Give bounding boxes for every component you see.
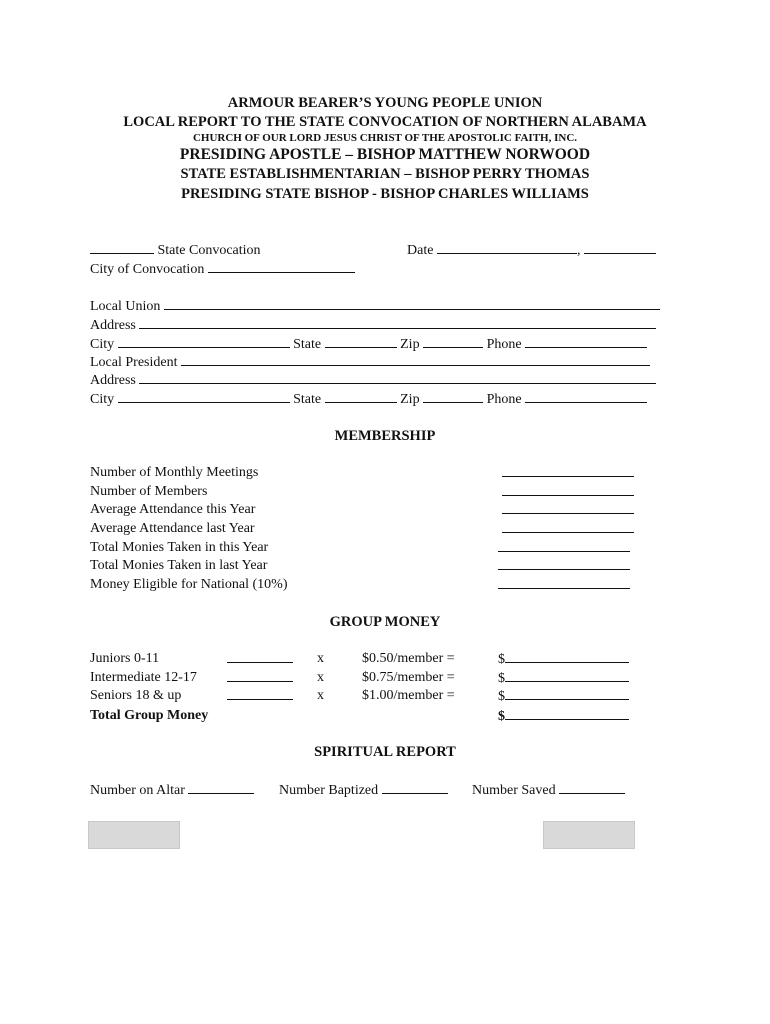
altar-row — [90, 781, 254, 800]
president-zip-label: Zip — [400, 392, 420, 407]
total-group-money-label: Total Group Money — [90, 708, 209, 723]
president-address-row — [90, 371, 656, 390]
president-city-field[interactable] — [118, 390, 290, 403]
membership-item-label: Average Attendance last Year — [90, 521, 255, 536]
baptized-row — [279, 781, 448, 800]
union-address-field[interactable] — [139, 316, 656, 329]
saved-field[interactable] — [559, 781, 625, 794]
group-row-rate: $1.00/member = — [362, 688, 455, 703]
membership-item-label: Number of Monthly Meetings — [90, 465, 259, 480]
membership-title: MEMBERSHIP — [334, 428, 436, 444]
union-state-field[interactable] — [325, 335, 397, 348]
membership-item-label: Number of Members — [90, 484, 208, 499]
union-city-label: City — [90, 337, 115, 352]
date-field[interactable] — [437, 241, 577, 254]
state-convocation-label: State Convocation — [157, 243, 261, 258]
president-zip-field[interactable] — [423, 390, 483, 403]
union-zip-field[interactable] — [423, 335, 483, 348]
date-label: Date — [407, 243, 434, 258]
state-convocation-field[interactable] — [90, 241, 154, 254]
header-line-6: PRESIDING STATE BISHOP - BISHOP CHARLES WILLIAMS — [181, 186, 589, 202]
membership-field[interactable] — [502, 501, 634, 520]
group-row-rate: $0.50/member = — [362, 651, 455, 666]
baptized-label: Number Baptized — [279, 783, 379, 798]
membership-field[interactable] — [502, 520, 634, 539]
group-row-amount-field[interactable] — [498, 669, 629, 688]
union-state-label: State — [293, 337, 322, 352]
president-phone-label: Phone — [486, 392, 522, 407]
baptized-field[interactable] — [382, 781, 448, 794]
group-money-title: GROUP MONEY — [329, 614, 441, 630]
group-row-times: x — [317, 670, 324, 685]
group-row-count-field[interactable] — [227, 669, 293, 688]
union-address-label: Address — [90, 318, 136, 333]
president-city-row — [90, 390, 647, 409]
header-line-5: STATE ESTABLISHMENTARIAN – BISHOP PERRY THOMAS — [180, 166, 590, 182]
city-of-convocation-label: City of Convocation — [90, 262, 205, 277]
president-phone-field[interactable] — [525, 390, 647, 403]
local-president-field[interactable] — [181, 353, 650, 366]
membership-item-label: Total Monies Taken in this Year — [90, 540, 269, 555]
president-state-label: State — [293, 392, 322, 407]
year-field[interactable] — [584, 241, 656, 254]
president-address-label: Address — [90, 373, 136, 388]
union-phone-field[interactable] — [525, 335, 647, 348]
membership-field[interactable] — [502, 483, 634, 502]
header-line-1: ARMOUR BEARER’S YOUNG PEOPLE UNION — [227, 95, 543, 111]
membership-field[interactable] — [498, 539, 630, 558]
membership-item-label: Money Eligible for National (10%) — [90, 577, 288, 592]
membership-field[interactable] — [502, 464, 634, 483]
local-union-label: Local Union — [90, 299, 161, 314]
group-row-amount-field[interactable] — [498, 687, 629, 706]
group-row-label: Juniors 0-11 — [90, 651, 160, 666]
group-row-times: x — [317, 688, 324, 703]
dollar-sign: $ — [498, 689, 505, 704]
local-union-field[interactable] — [164, 297, 660, 310]
membership-field[interactable] — [498, 576, 630, 595]
union-phone-label: Phone — [486, 337, 522, 352]
altar-field[interactable] — [188, 781, 254, 794]
president-address-field[interactable] — [139, 371, 656, 384]
group-row-count-field[interactable] — [227, 687, 293, 706]
date-separator: , — [576, 243, 581, 258]
president-city-label: City — [90, 392, 115, 407]
dollar-sign: $ — [498, 709, 505, 724]
header-line-2: LOCAL REPORT TO THE STATE CONVOCATION OF NORTHERN ALABAMA — [123, 114, 647, 130]
city-of-convocation-field[interactable] — [208, 260, 355, 273]
local-president-label: Local President — [90, 355, 178, 370]
membership-item-label: Average Attendance this Year — [90, 502, 256, 517]
dollar-sign: $ — [498, 671, 505, 686]
signature-box-right[interactable] — [543, 821, 635, 849]
group-row-count-field[interactable] — [227, 650, 293, 669]
group-row-amount-field[interactable] — [498, 650, 629, 669]
date-row — [407, 241, 656, 260]
president-state-field[interactable] — [325, 390, 397, 403]
membership-field[interactable] — [498, 557, 630, 576]
union-city-row — [90, 335, 647, 354]
city-of-convocation-row — [90, 260, 355, 279]
local-president-row — [90, 353, 650, 372]
group-row-rate: $0.75/member = — [362, 670, 455, 685]
signature-box-left[interactable] — [88, 821, 180, 849]
saved-row — [472, 781, 625, 800]
union-address-row — [90, 316, 656, 335]
local-union-row — [90, 297, 660, 316]
spiritual-report-title: SPIRITUAL REPORT — [314, 744, 456, 760]
group-row-label: Intermediate 12-17 — [90, 670, 197, 685]
header-line-3: CHURCH OF OUR LORD JESUS CHRIST OF THE APOSTOLIC FAITH, INC. — [192, 132, 578, 144]
header-line-4: PRESIDING APOSTLE – BISHOP MATTHEW NORWOOD — [179, 146, 591, 163]
state-convocation-row — [90, 241, 261, 260]
dollar-sign: $ — [498, 652, 505, 667]
union-city-field[interactable] — [118, 335, 290, 348]
total-group-money-field[interactable] — [498, 707, 629, 726]
altar-label: Number on Altar — [90, 783, 185, 798]
union-zip-label: Zip — [400, 337, 420, 352]
group-row-times: x — [317, 651, 324, 666]
saved-label: Number Saved — [472, 783, 556, 798]
group-row-label: Seniors 18 & up — [90, 688, 182, 703]
membership-item-label: Total Monies Taken in last Year — [90, 558, 268, 573]
